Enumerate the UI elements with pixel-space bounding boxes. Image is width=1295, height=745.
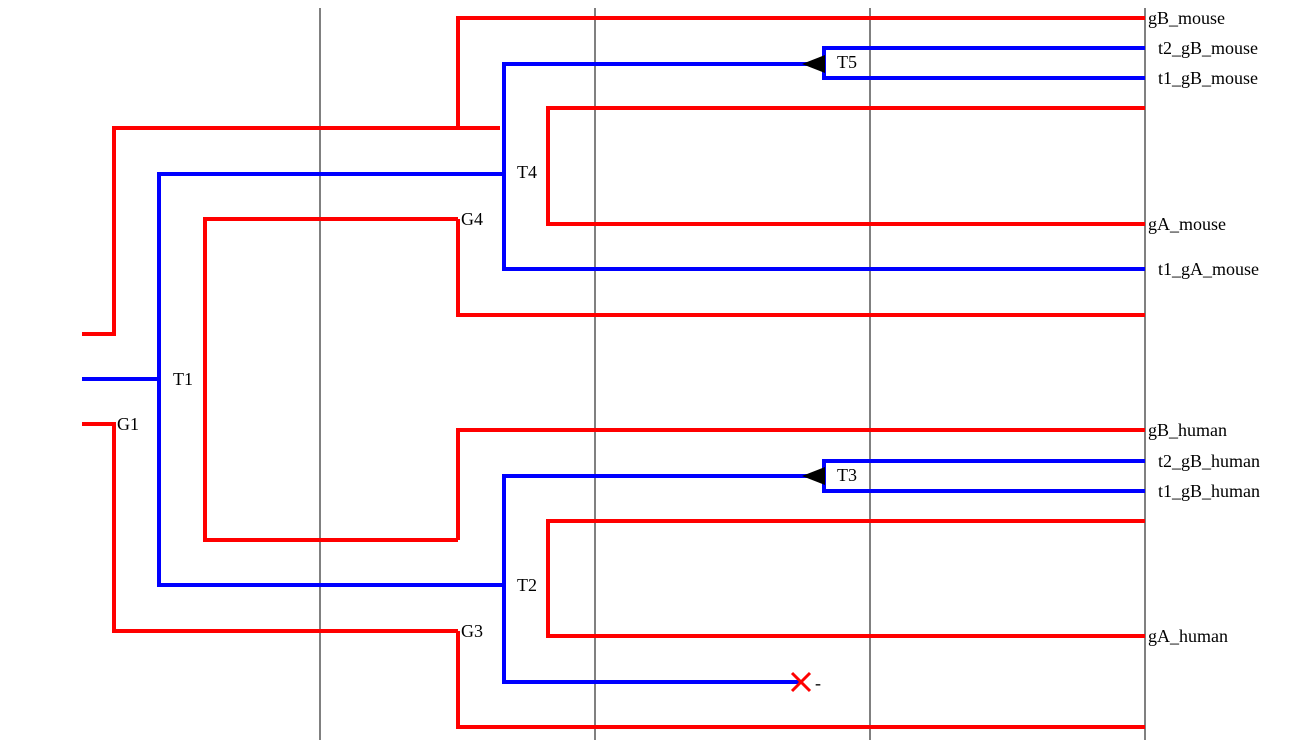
leaf-label-gB-mouse: gB_mouse (1148, 8, 1226, 28)
gene-branch-gB-human (458, 430, 1145, 540)
node-label-G3: G3 (461, 621, 483, 641)
transcript-tree (82, 48, 1145, 682)
transcript-T4 (504, 64, 1145, 269)
gene-branch-top-root (82, 128, 458, 334)
node-label-G4: G4 (461, 209, 483, 229)
leaf-label-t2-gB-mouse: t2_gB_mouse (1158, 38, 1259, 58)
node-label-T5: T5 (837, 52, 857, 72)
transfer-arrow-T5 (802, 55, 825, 73)
node-label-T4: T4 (517, 162, 537, 182)
leaf-label-t1-gB-mouse: t1_gB_mouse (1158, 68, 1259, 88)
leaf-label-t1-gB-human: t1_gB_human (1158, 481, 1260, 501)
transcript-T2 (504, 476, 826, 682)
transcript-T1 (159, 174, 504, 585)
gene-branch-G4 (205, 219, 458, 540)
node-label-T3: T3 (837, 465, 857, 485)
leaf-label-gB-human: gB_human (1148, 420, 1227, 440)
node-label-T2: T2 (517, 575, 537, 595)
gene-branch-G3 (458, 631, 1145, 727)
leaf-label-gA-human: gA_human (1148, 626, 1228, 646)
transcript-T5 (824, 48, 1145, 78)
gene-branch-gB-mouse (458, 18, 1145, 128)
gene-tree (82, 18, 1145, 727)
transfer-arrow-T3 (802, 467, 825, 485)
leaf-label-gA-mouse: gA_mouse (1148, 214, 1226, 234)
leaf-label-t1-gA-mouse: t1_gA_mouse (1158, 259, 1259, 279)
node-label-G1: G1 (117, 414, 139, 434)
transcript-T3 (824, 461, 1145, 491)
gene-branch-inner-top (548, 108, 1145, 224)
loss-label: - (815, 673, 821, 693)
node-label-T1: T1 (173, 369, 193, 389)
leaf-label-t2-gB-human: t2_gB_human (1158, 451, 1260, 471)
gene-branch-inner-bottom (548, 521, 1145, 636)
gene-branch-G1 (82, 424, 458, 631)
